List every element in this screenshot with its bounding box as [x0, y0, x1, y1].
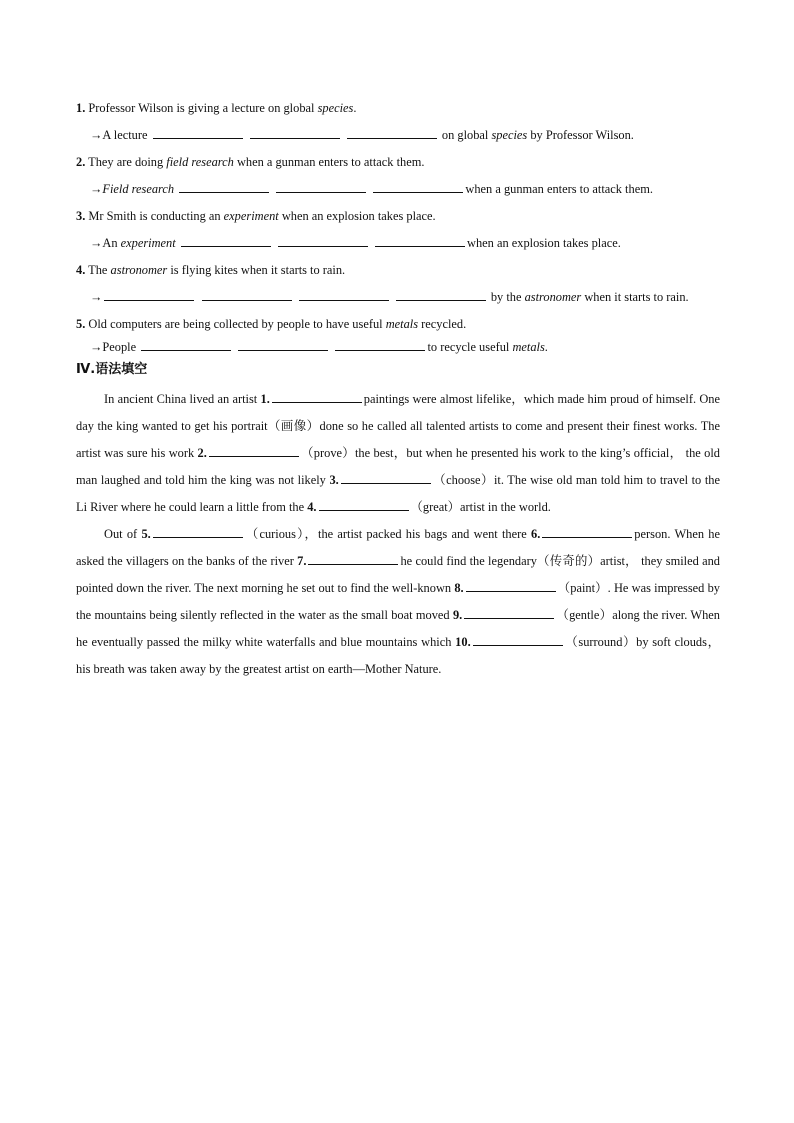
blank[interactable]	[250, 127, 340, 139]
answer-line-2: →Field research when a gunman enters to attack them.	[90, 182, 653, 196]
blank-9[interactable]	[464, 607, 554, 619]
blank[interactable]	[375, 235, 465, 247]
blank-4[interactable]	[319, 499, 409, 511]
blank-2[interactable]	[209, 445, 299, 457]
blank[interactable]	[347, 127, 437, 139]
section-title: Ⅳ.语法填空	[76, 362, 148, 377]
answer-line-4: → by the astronomer when it starts to rain.	[90, 290, 689, 304]
question-1: 1. Professor Wilson is giving a lecture on global species.	[76, 101, 357, 115]
blank[interactable]	[202, 289, 292, 301]
blank-3[interactable]	[341, 472, 431, 484]
blank-10[interactable]	[473, 634, 563, 646]
blank-6[interactable]	[542, 526, 632, 538]
blank[interactable]	[238, 339, 328, 351]
question-3: 3. Mr Smith is conducting an experiment when an explosion takes place.	[76, 209, 436, 223]
question-4: 4. The astronomer is flying kites when it starts to rain.	[76, 263, 346, 277]
blank[interactable]	[141, 339, 231, 351]
answer-line-3: →An experiment when an explosion takes place.	[90, 236, 621, 250]
blank-7[interactable]	[308, 553, 398, 565]
blank[interactable]	[278, 235, 368, 247]
blank[interactable]	[373, 181, 463, 193]
question-5: 5. Old computers are being collected by people to have useful metals recycled.	[76, 317, 467, 331]
answer-line-1: →A lecture on global species by Professor Wilson.	[90, 128, 634, 142]
blank[interactable]	[335, 339, 425, 351]
blank[interactable]	[104, 289, 194, 301]
blank[interactable]	[396, 289, 486, 301]
cloze-passage	[76, 386, 720, 683]
blank[interactable]	[179, 181, 269, 193]
blank[interactable]	[181, 235, 271, 247]
question-number: 1.	[76, 101, 86, 115]
blank[interactable]	[153, 127, 243, 139]
paragraph-2: Out of 5. （curious），the artist packed his bags and went there 6. person. When he asked the villagers on the banks of the river 7. he could find the legendary（传奇的）artist， they smiled and pointed down the river. The next morning he set out to find the well-known 8. （paint）. He was impressed by the mountains being silently reflected in the water as the small boat moved 9. （gentle）along the river. When he eventually passed the milky white waterfalls and blue mountains which 10. （surround）by soft clouds，his breath was taken away by the greatest artist on earth—Mother Nature.	[76, 527, 721, 676]
blank-8[interactable]	[466, 580, 556, 592]
question-2: 2. They are doing field research when a gunman enters to attack them.	[76, 155, 425, 169]
blank[interactable]	[299, 289, 389, 301]
paragraph-1: In ancient China lived an artist 1. paintings were almost lifelike，which made him proud of himself. One day the king wanted to get his portrait（画像）done so he called all talented artists to come and present their finest works. The artist was sure his work 2. （prove）the best，but when he presented his work to the king’s official， the old man laughed and told him the king was not likely 3. （choose）it. The wise old man told him to travel to the Li River where he could learn a little from the 4. （great）artist in the world.	[76, 392, 720, 514]
blank-1[interactable]	[272, 391, 362, 403]
blank-5[interactable]	[153, 526, 243, 538]
answer-line-5: →People to recycle useful metals.	[90, 340, 548, 354]
blank[interactable]	[276, 181, 366, 193]
